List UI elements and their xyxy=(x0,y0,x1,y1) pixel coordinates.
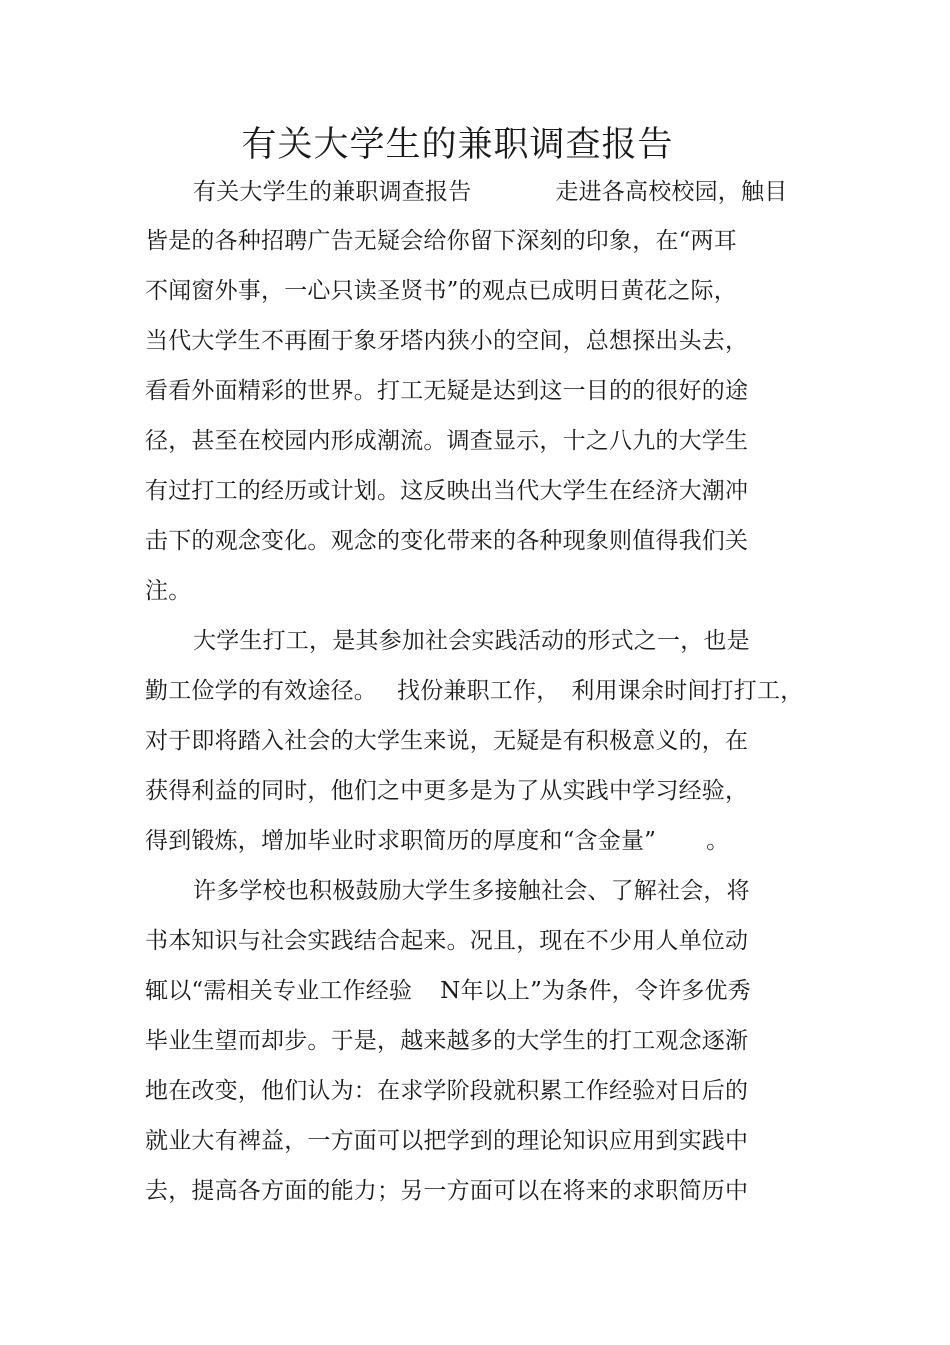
paragraph-3-line-6: 就业大有裨益，一方面可以把学到的理论知识应用到实践中 xyxy=(145,1128,749,1154)
paragraph-2-line-5 xyxy=(145,826,729,856)
paragraph-1-line-9: 注。 xyxy=(145,578,192,604)
paragraph-2-line-2 xyxy=(145,676,803,706)
text-segment: 。 xyxy=(706,828,730,854)
paragraph-3-line-7: 去，提高各方面的能力；另一方面可以在将来的求职简历中 xyxy=(145,1178,749,1204)
paragraph-2-line-3: 对于即将踏入社会的大学生来说，无疑是有积极意义的，在 xyxy=(145,728,749,754)
paragraph-2-line-1: 大学生打工，是其参加社会实践活动的形式之一，也是 xyxy=(193,628,750,654)
text-segment: 利用课余时间打打工， xyxy=(571,678,804,704)
paragraph-1-line-1 xyxy=(193,177,787,207)
paragraph-1-line-6: 径，甚至在校园内形成潮流。调查显示，十之八九的大学生 xyxy=(145,428,749,454)
document-title: 有关大学生的兼职调查报告 xyxy=(241,125,674,165)
paragraph-1-line-4: 当代大学生不再囿于象牙塔内狭小的空间，总想探出头去， xyxy=(145,328,749,354)
paragraph-3-line-4: 毕业生望而却步。于是，越来越多的大学生的打工观念逐渐 xyxy=(145,1028,749,1054)
paragraph-1-line-8: 击下的观念变化。观念的变化带来的各种现象则值得我们关 xyxy=(145,528,749,554)
text-segment: 勤工俭学的有效途径。 xyxy=(145,678,377,704)
paragraph-3-line-1: 许多学校也积极鼓励大学生多接触社会、了解社会，将 xyxy=(193,878,750,904)
paragraph-1-line-3: 不闻窗外事，一心只读圣贤书”的观点已成明日黄花之际， xyxy=(145,278,737,304)
text-segment: 有关大学生的兼职调查报告 xyxy=(193,179,472,205)
paragraph-3-line-3 xyxy=(145,976,751,1006)
paragraph-3-line-5: 地在改变，他们认为：在求学阶段就积累工作经验对日后的 xyxy=(145,1078,749,1104)
text-segment: N年以上”为条件，令许多优秀 xyxy=(440,978,751,1004)
text-segment: 走进各高校校园，触目 xyxy=(555,179,788,205)
paragraph-1-line-5: 看看外面精彩的世界。打工无疑是达到这一目的的很好的途 xyxy=(145,378,749,404)
paragraph-3-line-2: 书本知识与社会实践结合起来。况且，现在不少用人单位动 xyxy=(145,928,749,954)
text-segment: 找份兼职工作， xyxy=(397,678,560,704)
text-segment: 得到锻炼，增加毕业时求职简历的厚度和“含金量” xyxy=(145,828,657,854)
paragraph-2-line-4: 获得利益的同时，他们之中更多是为了从实践中学习经验， xyxy=(145,778,749,804)
paragraph-1-line-7: 有过打工的经历或计划。这反映出当代大学生在经济大潮冲 xyxy=(145,478,749,504)
text-segment: 辄以“需相关专业工作经验 xyxy=(145,978,413,1004)
paragraph-1-line-2: 皆是的各种招聘广告无疑会给你留下深刻的印象，在“两耳 xyxy=(145,228,737,254)
